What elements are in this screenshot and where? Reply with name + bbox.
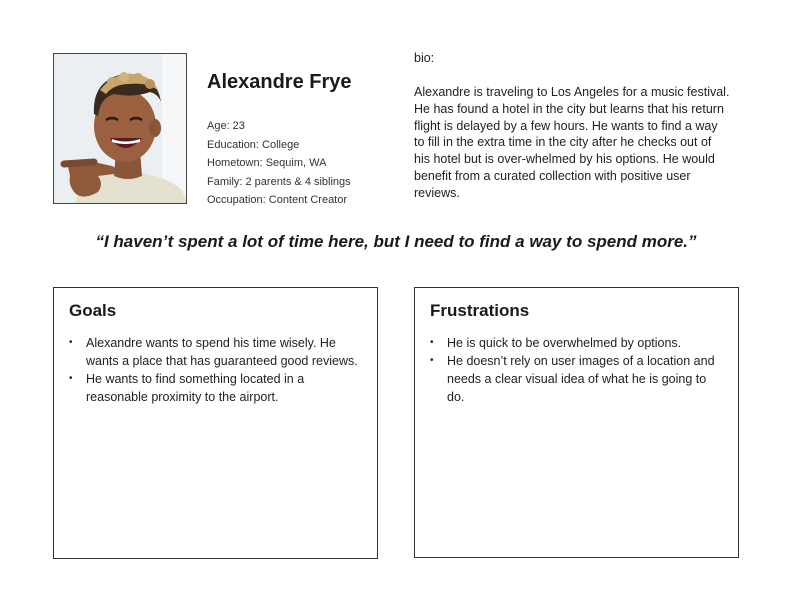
goal-item: • He wants to find something located in a reasonable proximity to the airport. bbox=[69, 370, 359, 406]
persona-facts bbox=[207, 117, 351, 210]
persona-quote: “I haven’t spent a lot of time here, but I need to find a way to spend more.” bbox=[95, 232, 697, 251]
frustration-item: • He is quick to be overwhelmed by options. bbox=[430, 334, 720, 352]
goal-item: • Alexandre wants to spend his time wisely. He wants a place that has guaranteed good reviews. bbox=[69, 334, 359, 370]
persona-photo bbox=[53, 53, 187, 204]
frustration-item: • He doesn’t rely on user images of a location and needs a clear visual idea of what he is going to do. bbox=[430, 352, 720, 406]
fact-age: Age: 23 bbox=[207, 120, 245, 132]
fact-hometown: Hometown: Sequim, WA bbox=[207, 157, 327, 170]
goals-list bbox=[69, 334, 359, 406]
persona-name: Alexandre Frye bbox=[207, 71, 352, 93]
frustrations-title: Frustrations bbox=[430, 301, 530, 320]
frustrations-card bbox=[414, 287, 739, 558]
portrait-illustration bbox=[54, 54, 187, 204]
bio-text: Alexandre is traveling to Los Angeles for a music festival. He has found a hotel in the city but learns that his return flight is delayed by a few hours. He wants to find a way to fill in the extra time in the city after he checks out of his hotel but is over-whelmed by his options. He would benefit from a curated collection with positive user reviews. bbox=[414, 85, 730, 200]
bio-label: bio: bbox=[414, 51, 435, 65]
goals-title: Goals bbox=[69, 301, 117, 320]
frustrations-list bbox=[430, 334, 720, 406]
fact-occupation: Occupation: Content Creator bbox=[207, 194, 348, 207]
fact-family: Family: 2 parents & 4 siblings bbox=[207, 175, 351, 188]
fact-education: Education: College bbox=[207, 138, 300, 151]
goals-card bbox=[53, 287, 378, 559]
